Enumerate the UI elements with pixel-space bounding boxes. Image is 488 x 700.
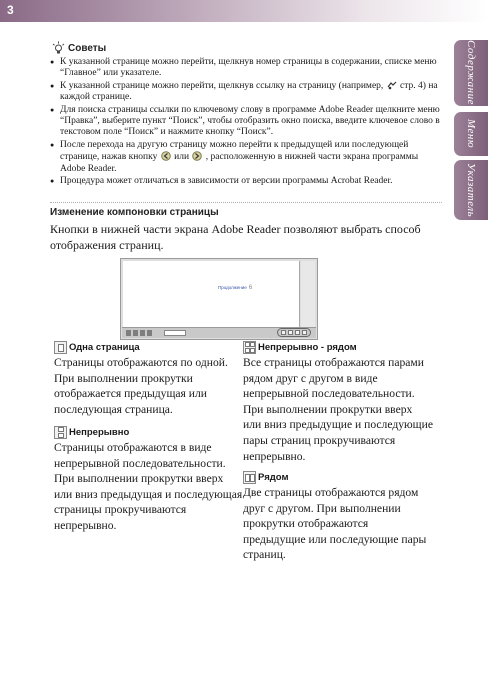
tip-text: К указанной странице можно перейти, щелкнув ссылку на страницу (например, (60, 80, 384, 91)
mode-description: Страницы отображаются в виде непрерывной последовательности. При выполнении прокрутки вверх или вниз предыдущая и последующая страницы прокручиваются непрерывно. (54, 441, 243, 532)
tips-list (50, 57, 440, 188)
mode-continuous (54, 425, 244, 534)
mode-single-page (54, 340, 244, 417)
tip-item: ● К указанной странице можно перейти, щелкнув номер страницы в содержании, списке меню “Главное” или указателе. (50, 57, 440, 80)
tab-index[interactable] (454, 160, 488, 220)
mode-description: Две страницы отображаются рядом друг с другом. При выполнении прокрутки отображаются предыдущие или последующие пары страниц. (243, 486, 427, 562)
tab-contents[interactable] (454, 40, 488, 106)
mode-title: Непрерывно (69, 426, 130, 438)
page-link-icon (387, 81, 397, 90)
tip-text: стр. 4) на каждой странице. (60, 80, 438, 103)
tips-header (52, 41, 106, 55)
reader-screenshot (120, 258, 318, 340)
mode-title: Непрерывно - рядом (258, 341, 357, 353)
screenshot-page-digit: 6 (248, 285, 253, 291)
tab-menu[interactable] (454, 112, 488, 156)
mode-description: Страницы отображаются по одной. При выполнении прокрутки отображается предыдущая или последующая страница. (54, 356, 228, 416)
tip-text: , расположенную в нижней части экрана программы Adobe Reader. (60, 152, 419, 174)
tip-item (50, 140, 440, 175)
top-bar (0, 0, 488, 22)
mode-description: Все страницы отображаются парами рядом друг с другом в виде непрерывной последовательности. При выполнении прокрутки вверх или вниз предыдущие и последующие пары страниц прокручиваются непрерывно. (243, 356, 433, 463)
divider (50, 202, 442, 203)
mode-facing (243, 470, 433, 563)
tip-item (50, 81, 440, 104)
continuous-icon (54, 426, 67, 439)
mode-continuous-facing (243, 340, 433, 464)
tip-text: После перехода на другую страницу можно перейти к предыдущей или последующей странице, нажав кнопку (60, 139, 409, 163)
screenshot-nav-buttons (126, 330, 152, 336)
screenshot-layout-buttons-highlight (277, 328, 311, 337)
screenshot-scrollbar (301, 261, 315, 327)
lightbulb-icon (52, 41, 65, 55)
tab-contents-label: Содержание (465, 40, 477, 106)
tip-item: ● Процедура может отличаться в зависимости от версии программы Acrobat Reader. (50, 176, 440, 187)
section-intro: Кнопки в нижней части экрана Adobe Reader позволяют выбрать способ отображения страниц. (50, 222, 421, 252)
previous-view-icon (161, 151, 171, 161)
tab-index-label: Указатель (465, 162, 477, 218)
screenshot-page-label: Продолжение (218, 285, 247, 290)
tip-text: или (174, 152, 190, 163)
screenshot-page (123, 261, 300, 327)
section-title: Изменение компоновки страницы (50, 207, 219, 218)
screenshot-page-field (164, 330, 186, 336)
tips-title: Советы (68, 42, 107, 54)
mode-title: Одна страница (69, 341, 140, 353)
facing-icon (243, 471, 256, 484)
page-number: 3 (7, 3, 14, 17)
screenshot-status-bar (122, 327, 316, 338)
screenshot-page-text (218, 285, 252, 291)
next-view-icon (192, 151, 202, 161)
continuous-facing-icon (243, 341, 256, 354)
tab-menu-label: Меню (465, 119, 477, 149)
tip-item: ● Для поиска страницы ссылки по ключевому слову в программе Adobe Reader щелкните меню “Правка”, выберите пункт “Поиск”, чтобы отобразить окно поиска, введите ключевое слово в текстовом поле “Поиск” и нажмите кнопку “Поиск”. (50, 105, 440, 139)
single-page-icon (54, 341, 67, 354)
mode-title: Рядом (258, 471, 289, 483)
